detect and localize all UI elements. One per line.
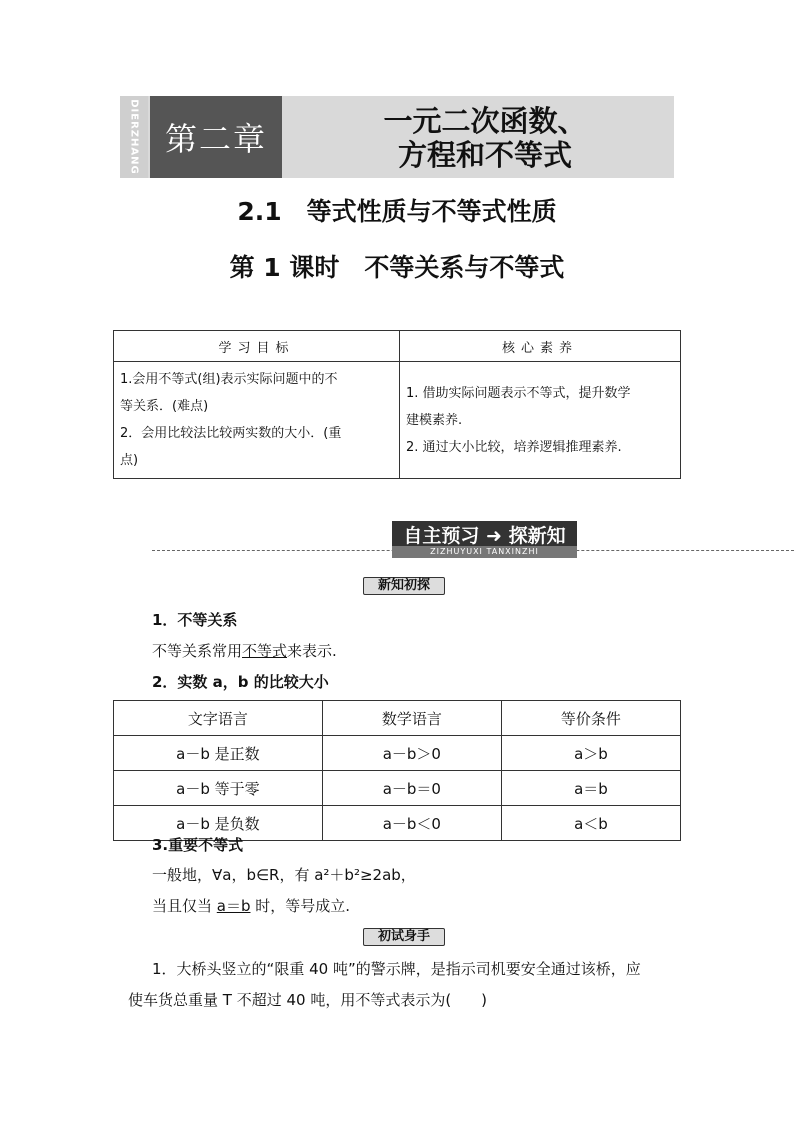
- exercise-line2: 使车货总重量 T 不超过 40 吨，用不等式表示为( ): [128, 991, 488, 1009]
- tag-try-yourself: 初试身手: [363, 928, 445, 946]
- goals-header-right: 核心素养: [400, 331, 681, 362]
- goals-right-cell: 1. 借助实际问题表示不等式，提升数学 建模素养. 2. 通过大小比较，培养逻辑推理素养.: [400, 362, 681, 479]
- chapter-title: 一元二次函数、 方程和不等式: [383, 104, 587, 172]
- exercise-line1: 1．大桥头竖立的“限重 40 吨”的警示牌，是指示司机要安全通过该桥，应: [152, 960, 641, 978]
- preview-subtitle: ZIZHUYUXI TANXINZHI: [392, 546, 577, 558]
- section-title: 2.1 等式性质与不等式性质: [237, 197, 557, 226]
- goals-header-left: 学习目标: [114, 331, 400, 362]
- table-row: a－b 等于零 a－b＝0 a＝b: [114, 771, 681, 806]
- chapter-number: 第二章: [150, 96, 282, 178]
- table-row: a－b 是负数 a－b＜0 a＜b: [114, 806, 681, 841]
- k3-line2: 当且仅当 a＝b 时，等号成立.: [152, 897, 351, 915]
- chapter-side-tab: DIERZHANG: [120, 96, 148, 178]
- goals-left-cell: 1.会用不等式(组)表示实际问题中的不 等关系．(难点) 2．会用比较法比较两实数的大小．(重 点): [114, 362, 400, 479]
- k1-text: 不等关系常用不等式来表示.: [152, 642, 337, 660]
- k3-title: 3.重要不等式: [152, 836, 244, 854]
- k1-title: 1．不等关系: [152, 611, 238, 629]
- goals-table: [113, 330, 681, 479]
- table-row: 文字语言 数学语言 等价条件: [114, 701, 681, 736]
- lesson-title: 第 1 课时 不等关系与不等式: [229, 253, 565, 282]
- k2-title: 2．实数 a，b 的比较大小: [152, 673, 329, 691]
- compare-table: [113, 700, 681, 841]
- table-row: a－b 是正数 a－b＞0 a＞b: [114, 736, 681, 771]
- tag-new-knowledge: 新知初探: [363, 577, 445, 595]
- k3-line1: 一般地，∀a，b∈R，有 a²＋b²≥2ab，: [152, 866, 416, 884]
- preview-heading: 自主预习 ➜ 探新知: [392, 521, 577, 547]
